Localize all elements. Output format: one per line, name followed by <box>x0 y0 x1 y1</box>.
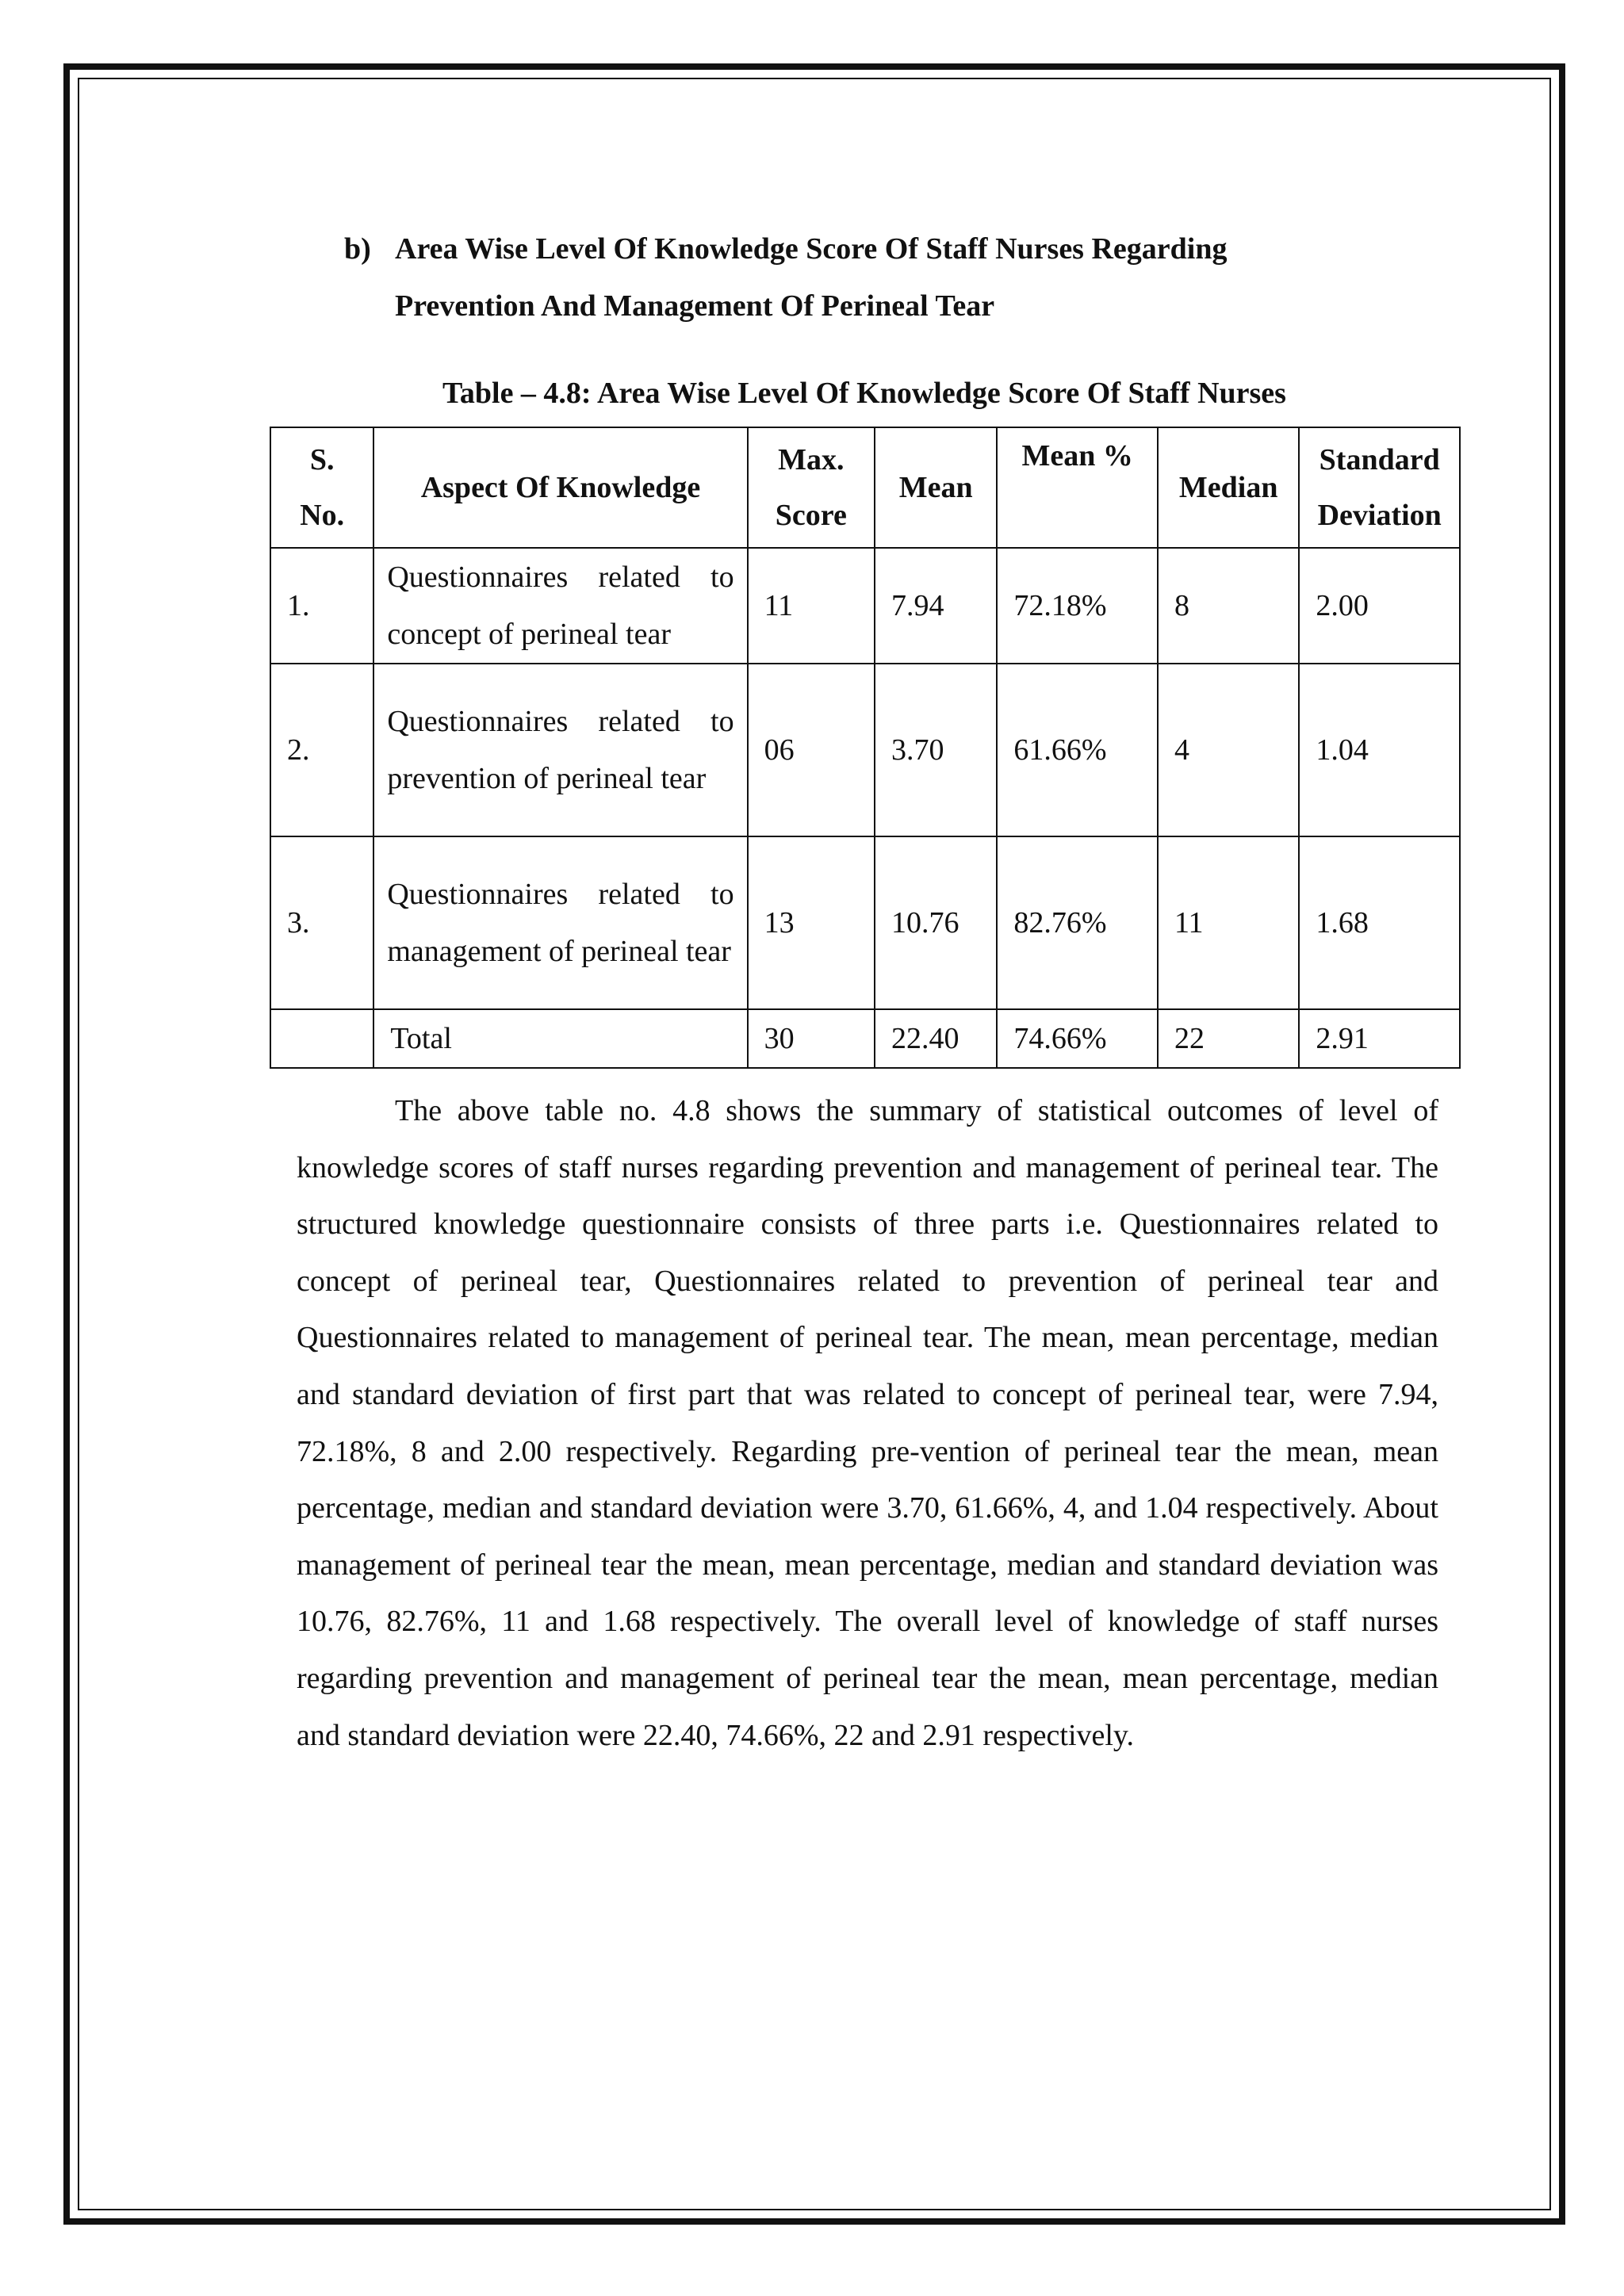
table-row <box>270 836 1460 1009</box>
cell-median: 22 <box>1158 1009 1299 1068</box>
cell-sd: 2.91 <box>1299 1009 1460 1068</box>
header-standard-deviation <box>1299 427 1460 548</box>
header-mean-percent: Mean % <box>997 427 1158 548</box>
header-max-score <box>748 427 875 548</box>
cell-median: 8 <box>1158 548 1299 664</box>
header-sd-line2: Deviation <box>1317 499 1442 532</box>
cell-sd: 2.00 <box>1299 548 1460 664</box>
cell-mean: 3.70 <box>875 664 997 836</box>
cell-sno: 2. <box>270 664 373 836</box>
cell-mean-percent: 61.66% <box>997 664 1158 836</box>
cell-mean-percent: 72.18% <box>997 548 1158 664</box>
summary-paragraph: The above table no. 4.8 shows the summary of statistical outcomes of level of knowledge scores of staff nurses regarding prevention and management of perineal tear. The structured knowledge questionnaire consists of three parts i.e. Questionnaires related to concept of perineal tear, Questionnaires related to prevention of perineal tear and Questionnaires related to management of perineal tear. The mean, mean percentage, median and standard deviation of first part that was related to concept of perineal tear, were 7.94, 72.18%, 8 and 2.00 respectively. Regarding pre-vention of perineal tear the mean, mean percentage, median and standard deviation were 3.70, 61.66%, 4, and 1.04 respectively. About management of perineal tear the mean, mean percentage, median and standard deviation was 10.76, 82.76%, 11 and 1.68 respectively. The overall level of knowledge of staff nurses regarding prevention and management of perineal tear the mean, mean percentage, median and standard deviation were 22.40, 74.66%, 22 and 2.91 respectively. <box>297 1094 1438 1752</box>
knowledge-score-table <box>270 427 1461 1069</box>
cell-aspect: Questionnaires related to prevention of perineal tear <box>373 664 747 836</box>
cell-aspect: Questionnaires related to management of perineal tear <box>373 836 747 1009</box>
cell-max-score: 11 <box>748 548 875 664</box>
section-heading-text-line2: Prevention And Management Of Perineal Tear <box>395 289 995 323</box>
cell-mean: 10.76 <box>875 836 997 1009</box>
header-aspect: Aspect Of Knowledge <box>373 427 747 548</box>
header-sno-line2: No. <box>300 499 345 532</box>
cell-max-score: 30 <box>748 1009 875 1068</box>
table-total-row <box>270 1009 1460 1068</box>
cell-aspect: Total <box>373 1009 747 1068</box>
header-max-line2: Score <box>775 499 847 532</box>
cell-sno: 1. <box>270 548 373 664</box>
cell-mean-percent: 82.76% <box>997 836 1158 1009</box>
table-caption: Table – 4.8: Area Wise Level Of Knowledge Score Of Staff Nurses <box>442 377 1286 410</box>
header-sd-line1: Standard <box>1319 443 1440 476</box>
header-median: Median <box>1158 427 1299 548</box>
header-sno-line1: S. <box>309 443 335 476</box>
cell-sd: 1.68 <box>1299 836 1460 1009</box>
cell-mean-percent: 74.66% <box>997 1009 1158 1068</box>
cell-mean: 7.94 <box>875 548 997 664</box>
cell-max-score: 13 <box>748 836 875 1009</box>
section-marker: b) <box>344 232 371 266</box>
section-heading-text-line1: Area Wise Level Of Knowledge Score Of Staff Nurses Regarding <box>395 232 1228 266</box>
section-heading <box>344 220 1454 335</box>
table-row <box>270 664 1460 836</box>
cell-sno: 3. <box>270 836 373 1009</box>
table-header-row <box>270 427 1460 548</box>
header-max-line1: Max. <box>778 443 845 476</box>
cell-median: 11 <box>1158 836 1299 1009</box>
header-sno <box>270 427 373 548</box>
cell-median: 4 <box>1158 664 1299 836</box>
cell-aspect: Questionnaires related to concept of perineal tear <box>373 548 747 664</box>
section-heading-line1 <box>344 220 1454 277</box>
cell-max-score: 06 <box>748 664 875 836</box>
cell-sd: 1.04 <box>1299 664 1460 836</box>
table-row <box>270 548 1460 664</box>
cell-mean: 22.40 <box>875 1009 997 1068</box>
cell-sno <box>270 1009 373 1068</box>
header-mean: Mean <box>875 427 997 548</box>
